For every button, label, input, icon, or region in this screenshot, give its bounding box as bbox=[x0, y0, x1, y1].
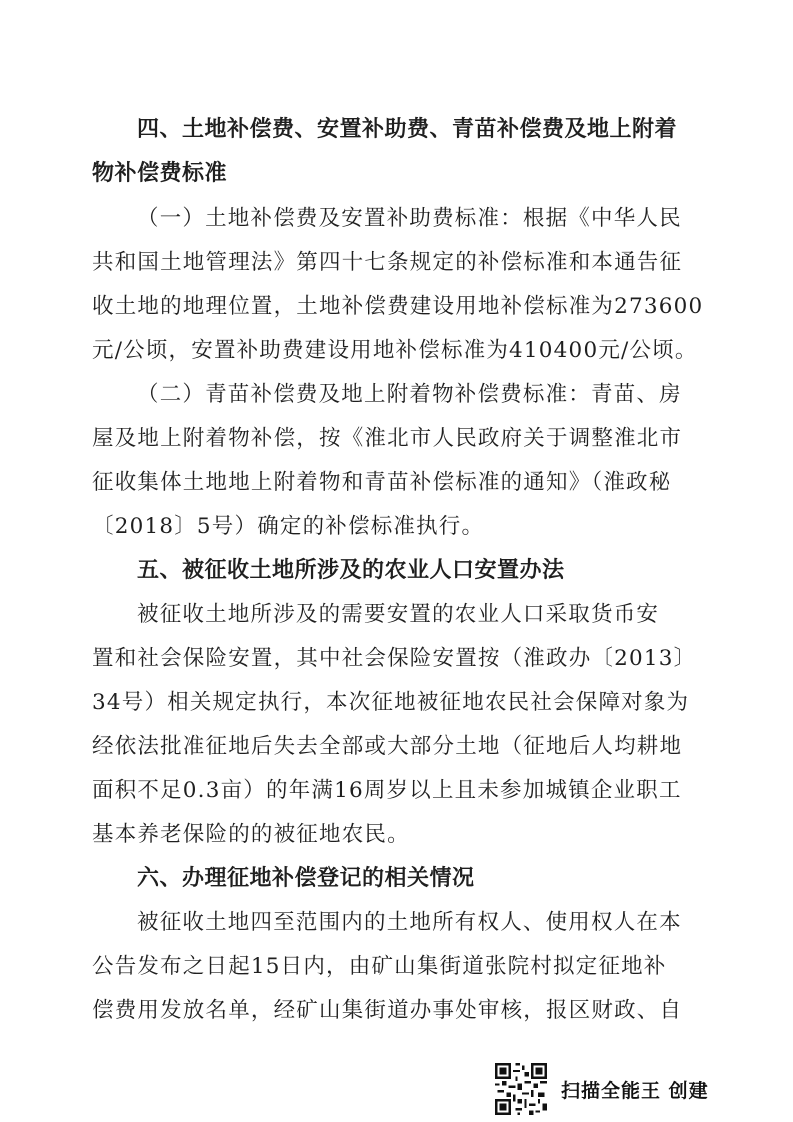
section4-p2-line1: （二）青苗补偿费及地上附着物补偿费标准：青苗、房 bbox=[137, 382, 682, 407]
section5-p1-line3: 34号）相关规定执行，本次征地被征地农民社会保障对象为 bbox=[92, 690, 690, 715]
section4-heading-line1: 四、土地补偿费、安置补助费、青苗补偿费及地上附着 bbox=[137, 117, 678, 142]
section5-p1-line6: 基本养老保险的的被征地农民。 bbox=[92, 822, 410, 847]
section4-p1-line1: （一）土地补偿费及安置补助费标准：根据《中华人民 bbox=[137, 206, 682, 231]
section4-heading-line2: 物补偿费标准 bbox=[92, 161, 228, 186]
scanner-watermark bbox=[493, 1059, 709, 1119]
qr-code-icon bbox=[493, 1061, 549, 1117]
section6-heading: 六、办理征地补偿登记的相关情况 bbox=[137, 866, 475, 891]
section4-p2-line4: 〔2018〕5号）确定的补偿标准执行。 bbox=[92, 514, 485, 539]
section4-p2-line2: 屋及地上附着物补偿，按《淮北市人民政府关于调整淮北市 bbox=[92, 426, 683, 451]
section5-p1-line4: 经依法批准征地后失去全部或大部分土地（征地后人均耕地 bbox=[92, 734, 683, 759]
section5-p1-line5: 面积不足0.3亩）的年满16周岁以上且未参加城镇企业职工 bbox=[92, 778, 682, 803]
watermark-text: 扫描全能王 创建 bbox=[561, 1079, 709, 1102]
section4-p1-line2: 共和国土地管理法》第四十七条规定的补偿标准和本通告征 bbox=[92, 250, 683, 275]
section6-p1-line1: 被征收土地四至范围内的土地所有权人、使用权人在本 bbox=[137, 910, 682, 935]
section4-p1-line4: 元/公顷，安置补助费建设用地补偿标准为410400元/公顷。 bbox=[92, 338, 698, 363]
section6-p1-line3: 偿费用发放名单，经矿山集街道办事处审核，报区财政、自 bbox=[92, 998, 683, 1023]
section5-p1-line2: 置和社会保险安置，其中社会保险安置按（淮政办〔2013〕 bbox=[92, 646, 697, 671]
section4-p2-line3: 征收集体土地地上附着物和青苗补偿标准的通知》（淮政秘 bbox=[92, 470, 672, 495]
section5-p1-line1: 被征收土地所涉及的需要安置的农业人口采取货币安 bbox=[137, 602, 660, 627]
section4-p1-line3: 收土地的地理位置，土地补偿费建设用地补偿标准为273600 bbox=[92, 294, 704, 319]
section6-p1-line2: 公告发布之日起15日内，由矿山集街道张院村拟定征地补 bbox=[92, 954, 667, 979]
section5-heading: 五、被征收土地所涉及的农业人口安置办法 bbox=[137, 558, 565, 583]
